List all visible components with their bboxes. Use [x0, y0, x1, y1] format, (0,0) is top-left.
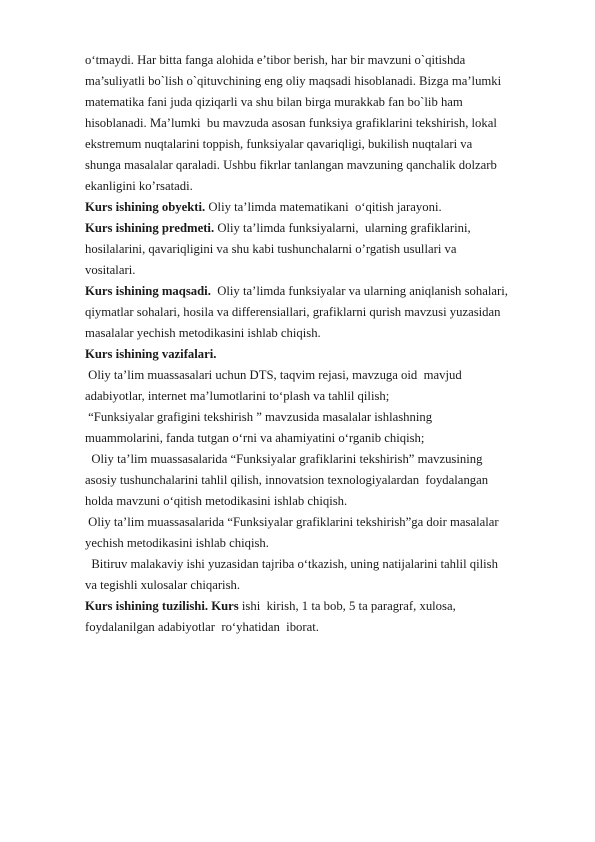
text-line — [85, 428, 555, 449]
line-text: adabiyotlar, internet ma’lumotlarini to‘plash va tahlil qilish; — [85, 389, 390, 403]
text-line — [85, 512, 555, 533]
text-line — [85, 155, 555, 176]
section-heading: Kurs ishining vazifalari. — [85, 347, 217, 361]
line-text: Bitiruv malakaviy ishi yuzasidan tajriba o‘tkazish, uning natijalarini tahlil qilish — [85, 557, 498, 571]
text-line — [85, 470, 555, 491]
line-text: hosilalarini, qavariqligini va shu kabi tushunchalarni o’rgatish usullari va — [85, 242, 457, 256]
line-text: “Funksiyalar grafigini tekshirish ” mavzusida masalalar ishlashning — [85, 410, 433, 424]
line-text: vositalari. — [85, 263, 136, 277]
section-heading: Kurs ishining predmeti. — [85, 221, 215, 235]
line-text: ishi kirish, 1 ta bob, 5 ta paragraf, xulosa, — [238, 599, 456, 613]
text-line — [85, 71, 555, 92]
object-line — [85, 197, 555, 218]
line-text: hisoblanadi. Ma’lumki bu mavzuda asosan funksiya grafiklarini tekshirish, lokal — [85, 116, 497, 130]
line-text: Oliy ta’limda matematikani o‘qitish jarayoni. — [205, 200, 442, 214]
section-heading: Kurs ishining maqsadi. — [85, 284, 211, 298]
line-text: Oliy ta’limda funksiyalarni, ularning grafiklarini, — [214, 221, 471, 235]
tasks-heading-line — [85, 344, 555, 365]
goal-line — [85, 281, 555, 302]
line-text: Oliy ta’lim muassasalarida “Funksiyalar grafiklarini tekshirish” mavzusining — [85, 452, 483, 466]
text-line — [85, 365, 555, 386]
line-text: Oliy ta’lim muassasalari uchun DTS, taqvim rejasi, mavzuga oid mavjud — [85, 368, 462, 382]
line-text: ekstremum nuqtalarini toppish, funksiyalar qavariqligi, bukilish nuqtalari va — [85, 137, 473, 151]
text-line — [85, 491, 555, 512]
line-text: qiymatlar sohalari, hosila va differensiallari, grafiklarni qurish mavzusi yuzasidan — [85, 305, 501, 319]
section-heading: Kurs ishining obyekti. — [85, 200, 206, 214]
document-page — [85, 50, 555, 638]
text-line — [85, 134, 555, 155]
text-line — [85, 176, 555, 197]
line-text: ekanligini ko’rsatadi. — [85, 179, 193, 193]
text-line — [85, 554, 555, 575]
text-line — [85, 617, 555, 638]
line-text: ma’suliyatli bo`lish o`qituvchining eng oliy maqsadi hisoblanadi. Bizga ma’lumki — [85, 74, 502, 88]
line-text: o‘tmaydi. Har bitta fanga alohida e’tibor berish, har bir mavzuni o`qitishda — [85, 53, 466, 67]
text-line — [85, 260, 555, 281]
line-text: masalalar yechish metodikasini ishlab chiqish. — [85, 326, 321, 340]
line-text: yechish metodikasini ishlab chiqish. — [85, 536, 269, 550]
subject-line — [85, 218, 555, 239]
text-line — [85, 386, 555, 407]
text-line — [85, 575, 555, 596]
line-text: asosiy tushunchalarini tahlil qilish, innovatsion texnologiyalardan foydalangan — [85, 473, 489, 487]
line-text: holda mavzuni o‘qitish metodikasini ishlab chiqish. — [85, 494, 348, 508]
line-text: muammolarini, fanda tutgan o‘rni va ahamiyatini o‘rganib chiqish; — [85, 431, 425, 445]
text-line — [85, 92, 555, 113]
text-line — [85, 302, 555, 323]
text-line — [85, 407, 555, 428]
structure-line — [85, 596, 555, 617]
line-text: Oliy ta’lim muassasalarida “Funksiyalar grafiklarini tekshirish”ga doir masalalar — [85, 515, 499, 529]
text-line — [85, 323, 555, 344]
line-text: va tegishli xulosalar chiqarish. — [85, 578, 241, 592]
text-line — [85, 239, 555, 260]
text-line — [85, 449, 555, 470]
text-line — [85, 113, 555, 134]
line-text: shunga masalalar qaraladi. Ushbu fikrlar tanlangan mavzuning qanchalik dolzarb — [85, 158, 497, 172]
line-text: matematika fani juda qiziqarli va shu bilan birga murakkab fan bo`lib ham — [85, 95, 463, 109]
section-heading: Kurs ishining tuzilishi. Kurs — [85, 599, 239, 613]
line-text: Oliy ta’limda funksiyalar va ularning aniqlanish sohalari, — [210, 284, 508, 298]
text-line — [85, 533, 555, 554]
text-line — [85, 50, 555, 71]
line-text: foydalanilgan adabiyotlar ro‘yhatidan iborat. — [85, 620, 319, 634]
